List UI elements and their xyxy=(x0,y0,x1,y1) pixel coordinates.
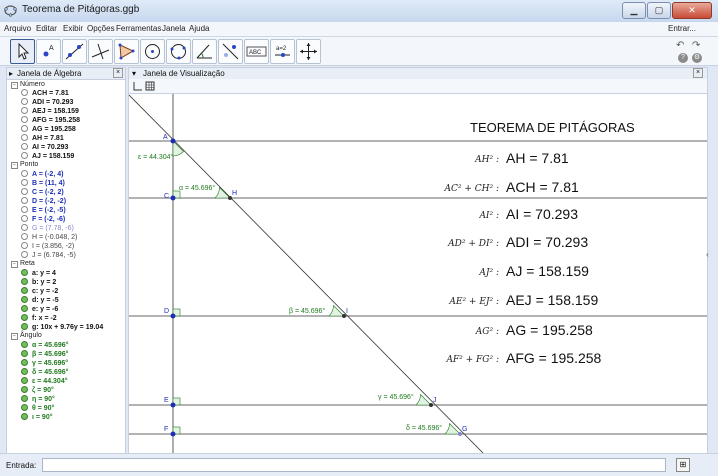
visibility-toggle-icon[interactable] xyxy=(21,188,28,195)
redo-icon[interactable]: ↷ xyxy=(692,40,701,51)
point-d[interactable] xyxy=(171,314,176,319)
menu-ajuda[interactable]: Ajuda xyxy=(189,24,210,33)
algebra-item[interactable]: α = 45.696° xyxy=(21,341,69,349)
point-label-c: C xyxy=(164,193,170,200)
visibility-toggle-icon[interactable] xyxy=(21,368,28,375)
algebra-item[interactable]: ε = 44.304° xyxy=(21,377,68,385)
algebra-item[interactable]: D = (-2, -2) xyxy=(21,197,66,205)
algebra-item[interactable]: η = 90° xyxy=(21,395,55,403)
angle-label-epsilon: ε = 44.304° xyxy=(138,154,174,161)
visibility-toggle-icon[interactable] xyxy=(21,386,28,393)
algebra-item[interactable]: a: y = 4 xyxy=(21,269,56,277)
visibility-toggle-icon[interactable] xyxy=(21,233,28,240)
angle-arc-beta xyxy=(329,306,344,317)
algebra-item[interactable]: ACH = 7.81 xyxy=(21,89,69,97)
formula-ag: AG² : xyxy=(475,327,499,337)
line-tool-icon xyxy=(63,40,86,63)
point-f[interactable] xyxy=(171,432,176,437)
graphics-style-bar xyxy=(128,79,708,93)
graphics-view-title: Janela de Visualização xyxy=(143,69,225,78)
angle-tool-button[interactable] xyxy=(192,39,217,64)
input-bar xyxy=(0,453,718,476)
move-tool-icon xyxy=(11,40,34,63)
input-field[interactable] xyxy=(42,458,666,472)
visibility-toggle-icon[interactable] xyxy=(21,89,28,96)
visibility-toggle-icon[interactable] xyxy=(21,296,28,303)
menu-arquivo[interactable]: Arquivo xyxy=(4,24,32,33)
reflect-tool-button[interactable] xyxy=(218,39,243,64)
text-tool-button[interactable] xyxy=(244,39,269,64)
visibility-toggle-icon[interactable] xyxy=(21,287,28,294)
close-graphics-view-icon[interactable]: × xyxy=(693,68,703,78)
graphics-view[interactable] xyxy=(128,93,708,455)
menu-bar xyxy=(0,22,718,37)
visibility-toggle-icon[interactable] xyxy=(21,215,28,222)
point-label-f: F xyxy=(164,426,169,433)
visibility-toggle-icon[interactable] xyxy=(21,134,28,141)
algebra-item[interactable]: AEJ = 158.159 xyxy=(21,107,79,115)
menu-janela[interactable]: Janela xyxy=(162,24,186,33)
algebra-item[interactable]: f: x = -2 xyxy=(21,314,57,322)
visibility-toggle-icon[interactable] xyxy=(21,152,28,159)
algebra-item[interactable]: g: 10x + 9.76y = 19.04 xyxy=(21,323,103,331)
angle-label-delta: δ = 45.696° xyxy=(406,425,443,432)
collapse-arrow-icon[interactable]: ▸ xyxy=(9,69,14,78)
value-adi: ADI = 70.293 xyxy=(506,234,589,250)
group-numero[interactable]: − Número xyxy=(11,81,45,89)
slider-tool-icon xyxy=(271,40,294,63)
circle-tool-icon xyxy=(141,40,164,63)
perpendicular-tool-button[interactable] xyxy=(88,39,113,64)
point-label-d: D xyxy=(164,308,170,315)
collapse-toggle-icon[interactable]: − xyxy=(11,82,18,89)
menu-ferramentas[interactable]: Ferramentas xyxy=(116,24,162,33)
algebra-item[interactable]: H = (-0.048, 2) xyxy=(21,233,77,241)
undo-icon[interactable]: ↶ xyxy=(676,40,685,51)
line-tool-button[interactable] xyxy=(62,39,87,64)
algebra-item[interactable]: δ = 45.696° xyxy=(21,368,68,376)
point-label-a: A xyxy=(163,134,168,141)
visibility-toggle-icon[interactable] xyxy=(21,143,28,150)
visibility-toggle-icon[interactable] xyxy=(21,269,28,276)
formula-aj: AJ² : xyxy=(479,268,499,278)
formula-ah: AH² : xyxy=(475,155,499,165)
move-tool-button[interactable] xyxy=(10,39,35,64)
slider-tool-button[interactable] xyxy=(270,39,295,64)
menu-exibir[interactable]: Exibir xyxy=(63,24,84,33)
svg-text:A: A xyxy=(49,45,54,52)
point-a[interactable] xyxy=(171,139,176,144)
group-ponto[interactable]: − Ponto xyxy=(11,161,38,169)
visibility-toggle-icon[interactable] xyxy=(21,305,28,312)
move-graphics-view-icon xyxy=(297,40,320,63)
value-ah: AH = 7.81 xyxy=(506,150,569,166)
virtual-keyboard-icon[interactable]: ⊞ xyxy=(676,458,690,472)
value-ach: ACH = 7.81 xyxy=(506,179,579,195)
close-button[interactable]: ✕ xyxy=(672,2,712,19)
algebra-item[interactable]: I = (3.856, -2) xyxy=(21,242,74,250)
close-algebra-view-icon[interactable]: × xyxy=(113,68,123,78)
menu-editar[interactable]: Editar xyxy=(36,24,57,33)
minimize-button[interactable]: ▁ xyxy=(622,2,646,19)
visibility-toggle-icon[interactable] xyxy=(21,179,28,186)
visibility-toggle-icon[interactable] xyxy=(21,251,28,258)
visibility-toggle-icon[interactable] xyxy=(21,107,28,114)
visibility-toggle-icon[interactable] xyxy=(21,341,28,348)
point-label-j: J xyxy=(433,397,437,404)
visibility-toggle-icon[interactable] xyxy=(21,125,28,132)
value-afg: AFG = 195.258 xyxy=(506,350,602,366)
visibility-toggle-icon[interactable] xyxy=(21,98,28,105)
visibility-toggle-icon[interactable] xyxy=(21,395,28,402)
algebra-item[interactable]: E = (-2, -5) xyxy=(21,206,66,214)
algebra-item[interactable]: γ = 45.696° xyxy=(21,359,68,367)
theorem-title: TEOREMA DE PITÁGORAS xyxy=(470,120,635,135)
group-reta[interactable]: − Reta xyxy=(11,260,35,268)
visibility-toggle-icon[interactable] xyxy=(21,350,28,357)
settings-gear-icon[interactable]: ⚙ xyxy=(693,54,701,61)
polygon-tool-button[interactable] xyxy=(114,39,139,64)
point-c[interactable] xyxy=(171,196,176,201)
visibility-toggle-icon[interactable] xyxy=(21,413,28,420)
slider-tool-label: a=2 xyxy=(276,46,287,52)
algebra-item[interactable]: AG = 195.258 xyxy=(21,125,76,133)
collapse-arrow-icon[interactable]: ▾ xyxy=(132,69,137,78)
algebra-item[interactable]: b: y = 2 xyxy=(21,278,56,286)
point-tool-button[interactable] xyxy=(36,39,61,64)
algebra-item[interactable]: A = (-2, 4) xyxy=(21,170,63,178)
move-graphics-view-button[interactable] xyxy=(296,39,321,64)
group-angulo[interactable]: − Ângulo xyxy=(11,332,42,340)
line-g[interactable] xyxy=(129,95,484,454)
algebra-item[interactable]: AI = 70.293 xyxy=(21,143,68,151)
algebra-item[interactable]: B = (11, 4) xyxy=(21,179,65,187)
collapse-toggle-icon[interactable]: − xyxy=(11,162,18,169)
help-icon[interactable]: ? xyxy=(678,53,688,63)
algebra-item[interactable]: G = (7.78, -6) xyxy=(21,224,74,232)
visibility-toggle-icon[interactable] xyxy=(21,197,28,204)
title-bar xyxy=(0,0,718,23)
algebra-item[interactable]: c: y = -2 xyxy=(21,287,58,295)
window-controls xyxy=(622,2,712,19)
visibility-toggle-icon[interactable] xyxy=(21,206,28,213)
value-aej: AEJ = 158.159 xyxy=(506,292,599,308)
maximize-button[interactable]: ▢ xyxy=(647,2,671,19)
point-label-i: I xyxy=(346,308,348,315)
menu-opcoes[interactable]: Opções xyxy=(87,24,115,33)
value-aj: AJ = 158.159 xyxy=(506,263,589,279)
visibility-toggle-icon[interactable] xyxy=(21,224,28,231)
visibility-toggle-icon[interactable] xyxy=(21,404,28,411)
angle-arc-gamma xyxy=(416,395,431,406)
algebra-item[interactable]: β = 45.696° xyxy=(21,350,68,358)
collapse-toggle-icon[interactable]: − xyxy=(11,261,18,268)
side-panel-arrow-icon[interactable]: ‹ xyxy=(706,250,709,259)
algebra-item[interactable]: d: y = -5 xyxy=(21,296,59,304)
point-label-g: G xyxy=(462,426,468,433)
circle-three-points-button[interactable] xyxy=(166,39,191,64)
geogebra-app-icon xyxy=(4,4,17,17)
login-link[interactable]: Entrar... xyxy=(667,24,696,33)
algebra-item[interactable]: C = (-2, 2) xyxy=(21,188,64,196)
formula-adi: AD² + DI² : xyxy=(448,239,499,249)
text-tool-icon xyxy=(245,40,268,63)
algebra-item[interactable]: θ = 90° xyxy=(21,404,54,412)
point-e[interactable] xyxy=(171,403,176,408)
visibility-toggle-icon[interactable] xyxy=(21,359,28,366)
value-ai: AI = 70.293 xyxy=(506,206,579,222)
value-ag: AG = 195.258 xyxy=(506,322,593,338)
polygon-tool-icon xyxy=(115,40,138,63)
algebra-item[interactable]: J = (6.784, -5) xyxy=(21,251,76,259)
formula-afg: AF² + FG² : xyxy=(446,355,499,365)
algebra-item[interactable]: ADI = 70.293 xyxy=(21,98,73,106)
algebra-item[interactable]: ι = 90° xyxy=(21,413,53,421)
point-label-h: H xyxy=(232,190,238,197)
angle-label-beta: β = 45.696° xyxy=(289,308,326,315)
algebra-item[interactable]: e: y = -6 xyxy=(21,305,58,313)
visibility-toggle-icon[interactable] xyxy=(21,242,28,249)
algebra-view-title: Janela de Álgebra xyxy=(17,69,82,78)
visibility-toggle-icon[interactable] xyxy=(21,170,28,177)
perpendicular-tool-icon xyxy=(89,40,112,63)
text-tool-label: ABC xyxy=(249,50,262,56)
construction-canvas[interactable] xyxy=(129,94,707,454)
reflect-tool-icon xyxy=(219,40,242,63)
visibility-toggle-icon[interactable] xyxy=(21,323,28,330)
visibility-toggle-icon[interactable] xyxy=(21,278,28,285)
formula-ai: AI² : xyxy=(479,211,499,221)
algebra-item[interactable]: F = (-2, -6) xyxy=(21,215,65,223)
point-tool-icon xyxy=(37,40,60,63)
angle-label-gamma: γ = 45.696° xyxy=(378,394,414,401)
algebra-view xyxy=(6,79,126,455)
formula-ach: AC² + CH² : xyxy=(444,184,499,194)
angle-arc-delta xyxy=(445,424,460,435)
algebra-item[interactable]: ζ = 90° xyxy=(21,386,54,394)
algebra-item[interactable]: AH = 7.81 xyxy=(21,134,64,142)
window-title: Teorema de Pitágoras.ggb xyxy=(22,4,140,15)
visibility-toggle-icon[interactable] xyxy=(21,116,28,123)
circle-tool-button[interactable] xyxy=(140,39,165,64)
axes-grid-toggle-icon[interactable] xyxy=(133,81,157,91)
angle-tool-icon xyxy=(193,40,216,63)
algebra-item[interactable]: AFG = 195.258 xyxy=(21,116,80,124)
visibility-toggle-icon[interactable] xyxy=(21,314,28,321)
collapse-toggle-icon[interactable]: − xyxy=(11,333,18,340)
point-label-e: E xyxy=(164,397,169,404)
circle-three-points-icon xyxy=(167,40,190,63)
formula-aej: AE² + EJ² : xyxy=(449,297,499,307)
toolbar xyxy=(0,37,718,66)
angle-label-alpha: α = 45.696° xyxy=(179,185,216,192)
algebra-item[interactable]: AJ = 158.159 xyxy=(21,152,74,160)
input-label: Entrada: xyxy=(6,461,37,470)
visibility-toggle-icon[interactable] xyxy=(21,377,28,384)
